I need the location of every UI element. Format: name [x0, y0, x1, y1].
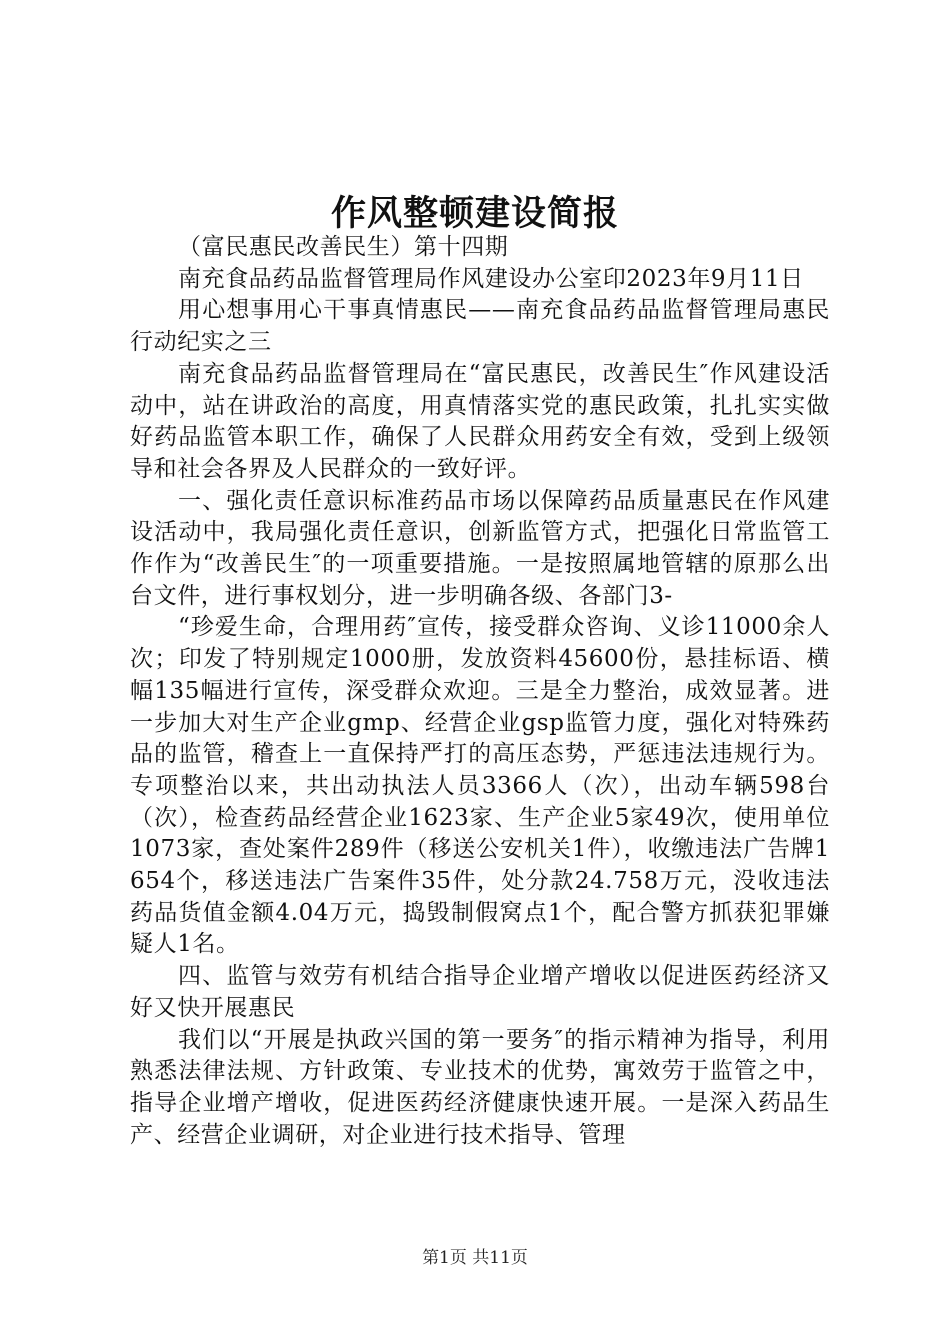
subtitle-paragraph: 用心想事用心干事真情惠民——南充食品药品监督管理局惠民行动纪实之三: [130, 297, 830, 356]
statistics-paragraph: “珍爱生命，合理用药″宣传，接受群众咨询、义诊11000余人次；印发了特别规定1000册，发放资料45600份，悬挂标语、横幅135幅进行宣传，深受群众欢迎。三是全力整治，成效显著。进一步加大对生产企业gmp、经营企业gsp监管力度，强化对特殊药品的监管，稽查上一直保持严打的高压态势，严惩违法违规行为。专项整治以来，共出动执法人员3366人（次），出动车辆598台（次），检查药品经营企业1623家、生产企业5家49次，使用单位1073家，查处案件289件（移送公安机关1件），收缴违法广告牌1654个，移送违法广告案件35件，处分款24.758万元，没收违法药品货值金额4.04万元，捣毁制假窝点1个，配合警方抓获犯罪嫌疑人1名。: [130, 614, 830, 958]
document-body: [130, 232, 830, 1151]
publisher-line: 南充食品药品监督管理局作风建设办公室印2023年9月11日: [178, 265, 804, 292]
document-title: 作风整顿建设简报: [330, 193, 619, 234]
intro-paragraph: 南充食品药品监督管理局在“富民惠民，改善民生″作风建设活动中，站在讲政治的高度，用真情落实党的惠民政策，扎扎实实做好药品监管本职工作，确保了人民群众用药安全有效，受到上级领导和社会各界及人民群众的一致好评。: [130, 360, 830, 482]
issue-line: （富民惠民改善民生）第十四期: [178, 234, 509, 260]
guidance-paragraph: 我们以“开展是执政兴国的第一要务″的指示精神为指导，利用熟悉法律法规、方针政策、专业技术的优势，寓效劳于监管之中，指导企业增产增收，促进医药经济健康快速开展。一是深入药品生产、经营企业调研，对企业进行技术指导、管理: [130, 1026, 830, 1148]
section-one-paragraph: 一、强化责任意识标准药品市场以保障药品质量惠民在作风建设活动中，我局强化责任意识，创新监管方式，把强化日常监管工作作为“改善民生″的一项重要措施。一是按照属地管辖的原那么出台文件，进行事权划分，进一步明确各级、各部门3-: [130, 487, 830, 609]
section-four-heading: 四、监管与效劳有机结合指导企业增产增收以促进医药经济又好又快开展惠民: [130, 963, 830, 1021]
page-number-footer: 第1页 共11页: [422, 1248, 528, 1268]
